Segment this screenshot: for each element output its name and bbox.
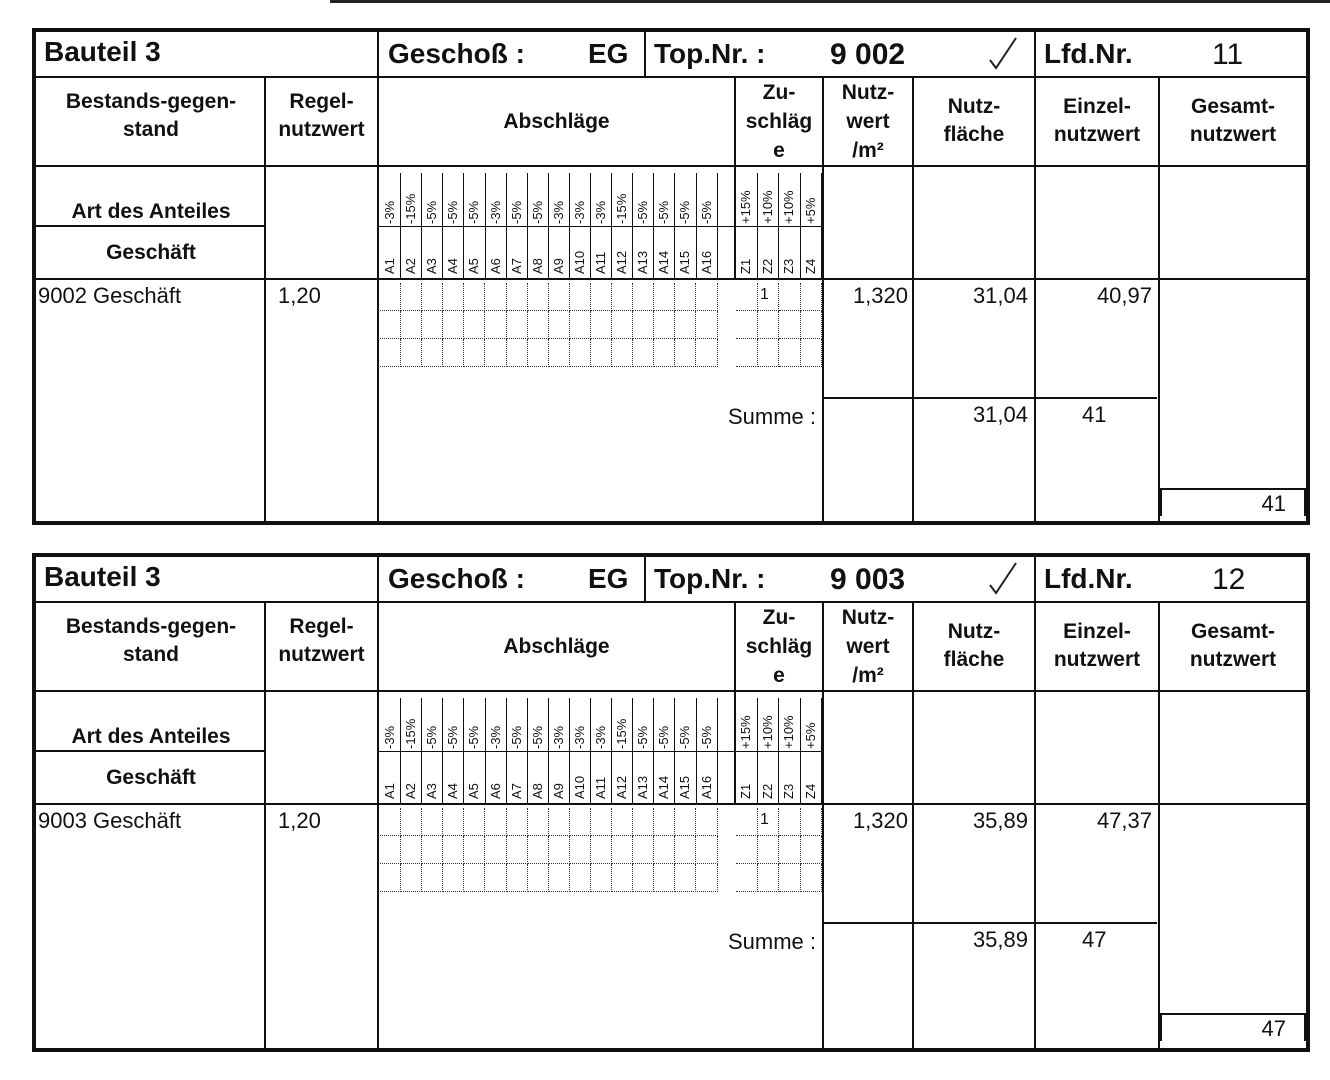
grid-cell — [443, 864, 464, 892]
grid-cell — [654, 311, 675, 339]
grid-cell — [464, 808, 485, 836]
grid-cell — [758, 311, 780, 339]
grid-cell — [697, 864, 718, 892]
grid-cell — [422, 836, 443, 864]
header-einzelnutzwert: Einzel- nutzwert — [1053, 620, 1141, 671]
grid-cell — [380, 339, 401, 367]
grid-cell — [549, 311, 570, 339]
col-rule — [644, 28, 646, 76]
grid-cell — [549, 864, 570, 892]
art-des-anteiles-label: Art des Anteiles — [71, 725, 231, 748]
rule-summe — [822, 922, 1157, 924]
summe-einzelnutzwert: 41 — [1082, 402, 1107, 427]
rule-codes — [32, 278, 1310, 280]
row-nutzflaeche: 35,89 — [972, 808, 1028, 833]
grid-cell — [507, 808, 528, 836]
grid-cell — [486, 808, 507, 836]
check-mark-icon — [982, 34, 1022, 81]
grid-cell — [697, 808, 718, 836]
rule-header — [32, 690, 1310, 692]
col-rule — [644, 553, 646, 601]
header-abschlaege: Abschläge — [503, 635, 610, 658]
grid-cell — [464, 311, 485, 339]
art-des-anteiles-value: Geschäft — [106, 241, 196, 264]
grid-cell — [801, 283, 823, 311]
row-regelnutzwert: 1,20 — [278, 283, 321, 308]
grid-cell — [591, 864, 612, 892]
grid-cell — [507, 864, 528, 892]
header-bestandsgegenstand: Bestands-gegen- stand — [65, 90, 237, 141]
art-des-anteiles-label: Art des Anteiles — [71, 200, 231, 223]
grid-cell — [401, 339, 422, 367]
grid-cell — [675, 864, 696, 892]
grid-cell — [801, 864, 823, 892]
top-edge-rule — [330, 0, 1330, 3]
summe-nutzflaeche: 31,04 — [972, 402, 1028, 427]
rule-header — [32, 165, 1310, 167]
grid-cell — [612, 864, 633, 892]
bauteil-label: Bauteil 3 — [44, 561, 161, 592]
grid-cell — [549, 283, 570, 311]
grid-cell — [528, 311, 549, 339]
grid-cell — [591, 836, 612, 864]
geschoss-label: Geschoß : — [388, 38, 525, 69]
grid-cell — [528, 808, 549, 836]
grid-cell — [801, 311, 823, 339]
grid-cell — [736, 311, 758, 339]
grid-cell — [633, 311, 654, 339]
bauteil-label: Bauteil 3 — [44, 36, 161, 67]
grid-cell — [528, 283, 549, 311]
header-bestandsgegenstand: Bestands-gegen- stand — [65, 615, 237, 666]
summe-einzelnutzwert: 47 — [1082, 927, 1107, 952]
grid-cell — [675, 808, 696, 836]
grid-cell — [736, 836, 758, 864]
grid-cell — [779, 311, 801, 339]
rule-codes — [32, 803, 1310, 805]
grid-cell — [401, 283, 422, 311]
grid-cell — [570, 311, 591, 339]
grid-cell — [736, 339, 758, 367]
grid-cell — [697, 339, 718, 367]
grid-cell — [697, 836, 718, 864]
grid-cell — [633, 864, 654, 892]
grid-cell — [443, 836, 464, 864]
grid-cell — [422, 311, 443, 339]
grid-cell — [570, 339, 591, 367]
grid-cell — [779, 283, 801, 311]
gesamt-nutzwert: 47 — [1261, 1016, 1286, 1041]
grid-cell — [570, 864, 591, 892]
grid-cell — [612, 283, 633, 311]
grid-cell — [401, 836, 422, 864]
lfd-nr-label: Lfd.Nr. — [1044, 563, 1133, 594]
grid-cell — [443, 808, 464, 836]
row-nutzflaeche: 31,04 — [972, 283, 1028, 308]
grid-cell — [591, 339, 612, 367]
grid-cell — [380, 864, 401, 892]
row-z2-mark: 1 — [760, 286, 769, 303]
grid-cell — [591, 808, 612, 836]
geschoss-value: EG — [588, 38, 629, 69]
grid-cell — [591, 311, 612, 339]
grid-cell — [422, 808, 443, 836]
grid-cell — [507, 283, 528, 311]
grid-cell — [633, 339, 654, 367]
grid-cell — [654, 283, 675, 311]
header-zuschlaege: Zu- schläg e — [745, 606, 813, 687]
grid-cell — [380, 311, 401, 339]
grid-cell — [675, 311, 696, 339]
geschoss-label: Geschoß : — [388, 563, 525, 594]
grid-cell — [570, 836, 591, 864]
grid-cell — [612, 836, 633, 864]
grid-cell — [464, 283, 485, 311]
row-nutzwert: 1,320 — [852, 808, 908, 833]
grid-cell — [443, 311, 464, 339]
grid-cell — [422, 339, 443, 367]
grid-cell — [401, 864, 422, 892]
grid-cell — [380, 283, 401, 311]
grid-cell — [401, 311, 422, 339]
grid-cell — [612, 339, 633, 367]
check-mark-icon — [982, 559, 1022, 606]
top-nr-value: 9 002 — [830, 38, 906, 71]
col-rule — [377, 553, 379, 1052]
header-abschlaege: Abschläge — [503, 110, 610, 133]
grid-cell — [779, 836, 801, 864]
grid-cell — [758, 339, 780, 367]
grid-cell — [507, 836, 528, 864]
header-nutzwert-m2: Nutz- wert /m² — [841, 81, 895, 162]
header-nutzflaeche: Nutz- fläche — [943, 620, 1005, 671]
grid-cell — [801, 808, 823, 836]
grid-cell — [422, 283, 443, 311]
header-regelnutzwert: Regel- nutzwert — [278, 615, 365, 666]
nutzwert-sheet: Bauteil 3 Geschoß : EG Top.Nr. : 9 002 Lfd.Nr. 11 Bestands-gegen- stand Regel- nutzwert Abschläge Zu- schläg e Nutz- wert /m² Nutz- fläche Einzel- nutzwert Gesamt- nutzwert Art des Anteiles Geschäft A1 -3% A2 -15% A3 -5% A4 -5% A5 -5% A6 -3% A7 -5% A8 -5% A9 -3% A10 -3% A11 -3% A12 -15% A13 -5% A14 -5% A15 -5% A16 -5% Z1 +15% Z2 +10% Z3 +10% Z4 +5% 9002 Geschäft 1,20 1 1,320 31,04 40,97 Summe : 31,04 41 41 — [32, 28, 1310, 525]
grid-cell — [779, 339, 801, 367]
grid-cell — [736, 283, 758, 311]
summe-label: Summe : — [727, 929, 816, 954]
grid-cell — [486, 311, 507, 339]
grid-cell — [486, 864, 507, 892]
header-einzelnutzwert: Einzel- nutzwert — [1053, 95, 1141, 146]
summe-nutzflaeche: 35,89 — [972, 927, 1028, 952]
grid-cell — [549, 339, 570, 367]
header-regelnutzwert: Regel- nutzwert — [278, 90, 365, 141]
geschoss-value: EG — [588, 563, 629, 594]
grid-cell — [591, 283, 612, 311]
grid-cell — [528, 339, 549, 367]
grid-cell — [758, 836, 780, 864]
grid-cell — [380, 808, 401, 836]
row-nutzwert: 1,320 — [852, 283, 908, 308]
grid-cell — [654, 339, 675, 367]
grid-cell — [736, 864, 758, 892]
grid-cell — [675, 283, 696, 311]
grid-cell — [779, 808, 801, 836]
grid-cell — [422, 864, 443, 892]
grid-cell — [549, 808, 570, 836]
grid-cell — [486, 339, 507, 367]
grid-cell — [464, 836, 485, 864]
grid-cell — [758, 864, 780, 892]
grid-cell — [507, 339, 528, 367]
nutzwert-sheet: Bauteil 3 Geschoß : EG Top.Nr. : 9 003 Lfd.Nr. 12 Bestands-gegen- stand Regel- nutzwert Abschläge Zu- schläg e Nutz- wert /m² Nutz- fläche Einzel- nutzwert Gesamt- nutzwert Art des Anteiles Geschäft A1 -3% A2 -15% A3 -5% A4 -5% A5 -5% A6 -3% A7 -5% A8 -5% A9 -3% A10 -3% A11 -3% A12 -15% A13 -5% A14 -5% A15 -5% A16 -5% Z1 +15% Z2 +10% Z3 +10% Z4 +5% 9003 Geschäft 1,20 1 1,320 35,89 47,37 Summe : 35,89 47 47 — [32, 553, 1310, 1052]
grid-cell — [675, 339, 696, 367]
grid-cell — [380, 836, 401, 864]
lfd-nr-value: 12 — [1212, 563, 1246, 596]
rule-title — [32, 76, 1310, 78]
grid-cell — [633, 283, 654, 311]
grid-cell — [736, 808, 758, 836]
gesamt-nutzwert: 41 — [1261, 491, 1286, 516]
top-nr-value: 9 003 — [830, 563, 906, 596]
grid-cell — [443, 283, 464, 311]
header-zuschlaege: Zu- schläg e — [745, 81, 813, 162]
grid-cell — [675, 836, 696, 864]
top-nr-label: Top.Nr. : — [654, 563, 766, 594]
lfd-nr-label: Lfd.Nr. — [1044, 38, 1133, 69]
grid-cell — [801, 836, 823, 864]
summe-label: Summe : — [727, 404, 816, 429]
header-nutzflaeche: Nutz- fläche — [943, 95, 1005, 146]
code-mid-rule — [379, 226, 822, 227]
row-regelnutzwert: 1,20 — [278, 808, 321, 833]
grid-cell — [570, 283, 591, 311]
rule-title — [32, 601, 1310, 603]
grid-cell — [633, 836, 654, 864]
art-des-anteiles-value: Geschäft — [106, 766, 196, 789]
grid-cell — [697, 311, 718, 339]
code-mid-rule — [379, 751, 822, 752]
grid-cell — [612, 311, 633, 339]
lfd-nr-value: 11 — [1212, 38, 1244, 71]
grid-cell — [570, 808, 591, 836]
row-bestandsgegenstand: 9003 Geschäft — [38, 808, 182, 833]
header-gesamtnutzwert: Gesamt- nutzwert — [1189, 620, 1277, 671]
row-z2-mark: 1 — [760, 811, 769, 828]
grid-cell — [697, 283, 718, 311]
grid-cell — [401, 808, 422, 836]
grid-cell — [654, 864, 675, 892]
grid-cell — [443, 339, 464, 367]
grid-cell — [528, 864, 549, 892]
header-gesamtnutzwert: Gesamt- nutzwert — [1189, 95, 1277, 146]
grid-cell — [654, 836, 675, 864]
grid-cell — [801, 339, 823, 367]
grid-cell — [779, 864, 801, 892]
rule-summe — [822, 397, 1157, 399]
grid-cell — [549, 836, 570, 864]
grid-cell — [464, 864, 485, 892]
row-einzelnutzwert: 40,97 — [1096, 283, 1152, 308]
grid-cell — [507, 311, 528, 339]
grid-cell — [486, 836, 507, 864]
grid-cell — [654, 808, 675, 836]
grid-cell — [612, 808, 633, 836]
grid-cell — [486, 283, 507, 311]
grid-cell — [633, 808, 654, 836]
grid-cell — [528, 836, 549, 864]
col-rule — [377, 28, 379, 525]
row-bestandsgegenstand: 9002 Geschäft — [38, 283, 182, 308]
top-nr-label: Top.Nr. : — [654, 38, 766, 69]
row-einzelnutzwert: 47,37 — [1096, 808, 1152, 833]
header-nutzwert-m2: Nutz- wert /m² — [841, 606, 895, 687]
grid-cell — [464, 339, 485, 367]
